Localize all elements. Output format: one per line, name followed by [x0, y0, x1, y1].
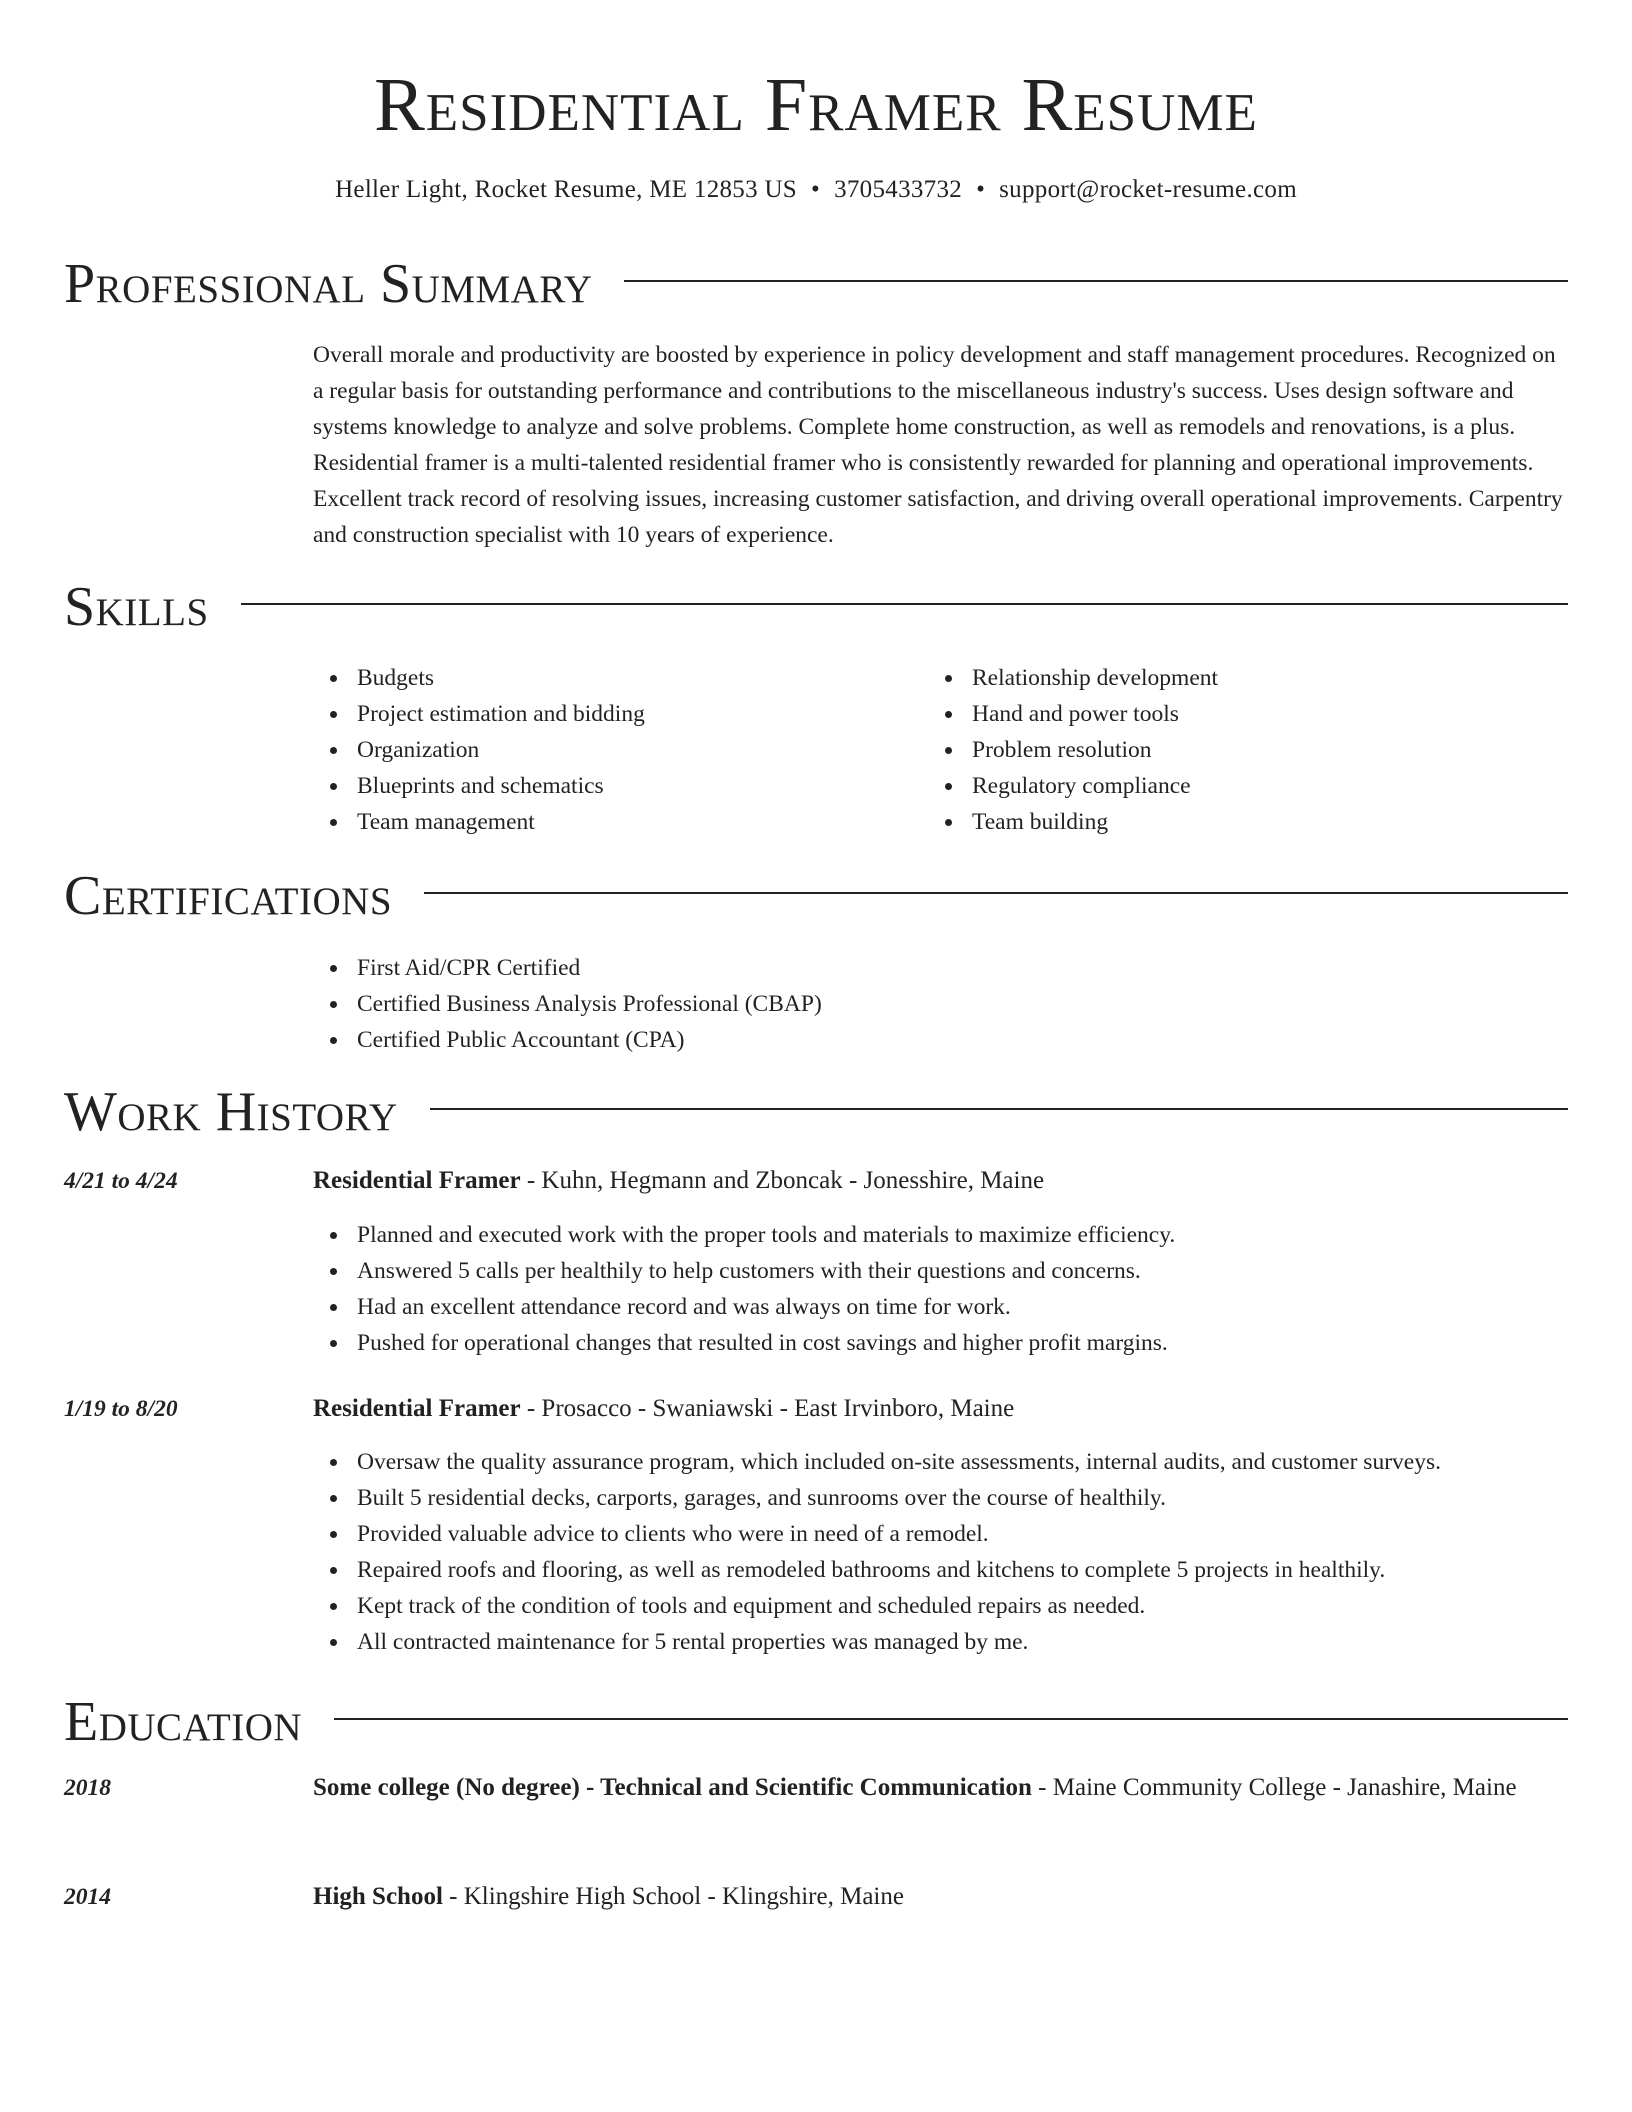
contact-line — [0, 172, 1632, 208]
skill-item: Team building — [928, 804, 1218, 840]
section-divider — [430, 1108, 1568, 1110]
section-header-education — [64, 1690, 1568, 1754]
education-school: - Maine Community College - Janashire, Maine — [1031, 1774, 1517, 1801]
skills-list-left — [313, 660, 645, 840]
job-bullet: All contracted maintenance for 5 rental properties was managed by me. — [313, 1624, 1441, 1660]
contact-separator: • — [811, 176, 821, 203]
section-title-certifications: Certifications — [64, 865, 393, 927]
skill-item: Hand and power tools — [928, 696, 1218, 732]
skill-item: Blueprints and schematics — [313, 768, 645, 804]
job-bullet: Had an excellent attendance record and was always on time for work. — [313, 1289, 1175, 1325]
skills-list-right — [928, 660, 1218, 840]
contact-address: Heller Light, Rocket Resume, ME 12853 US — [335, 176, 798, 203]
resume-title: Residential Framer Resume — [374, 63, 1258, 147]
section-header-certifications — [64, 864, 1568, 928]
job-bullet: Built 5 residential decks, carports, garages, and sunrooms over the course of healthily. — [313, 1480, 1441, 1516]
job-bullet: Repaired roofs and flooring, as well as remodeled bathrooms and kitchens to complete 5 projects in healthily. — [313, 1552, 1441, 1588]
education-degree: High School — [313, 1883, 443, 1910]
section-title-skills: Skills — [64, 576, 209, 638]
skill-item: Team management — [313, 804, 645, 840]
skill-item: Project estimation and bidding — [313, 696, 645, 732]
section-title-work-history: Work History — [64, 1081, 398, 1143]
job-employer: - Kuhn, Hegmann and Zboncak - Jonesshire, Maine — [520, 1167, 1045, 1194]
skill-item: Regulatory compliance — [928, 768, 1218, 804]
skill-item: Budgets — [313, 660, 645, 696]
education-entry — [313, 1877, 1568, 1917]
job-bullets — [313, 1217, 1175, 1361]
section-header-skills — [64, 575, 1568, 639]
job-dates: 4/21 to 4/24 — [64, 1168, 178, 1194]
skill-item: Relationship development — [928, 660, 1218, 696]
section-divider — [624, 280, 1568, 282]
job-employer: - Prosacco - Swaniawski - East Irvinboro, Maine — [520, 1395, 1015, 1422]
job-bullet: Kept track of the condition of tools and equipment and scheduled repairs as needed. — [313, 1588, 1441, 1624]
education-degree: Some college (No degree) - Technical and Scientific Communication — [313, 1774, 1032, 1801]
certification-item: Certified Public Accountant (CPA) — [313, 1022, 822, 1058]
summary-text: Overall morale and productivity are boosted by experience in policy development and staff management procedures. Recognized on a regular basis for outstanding performance and contributions to the miscellaneous industry's success. Uses design software and systems knowledge to analyze and solve problems. Complete home construction, as well as remodels and renovations, is a plus. Residential framer is a multi-talented residential framer who is consistently rewarded for planning and operational improvements. Excellent track record of resolving issues, increasing customer satisfaction, and driving overall operational improvements. Carpentry and construction specialist with 10 years of experience. — [313, 342, 1563, 548]
education-entry — [313, 1768, 1568, 1808]
contact-phone: 3705433732 — [834, 176, 963, 203]
section-title-education: Education — [64, 1691, 303, 1753]
job-bullets — [313, 1444, 1441, 1660]
certification-item: Certified Business Analysis Professional (CBAP) — [313, 986, 822, 1022]
certifications-list — [313, 950, 822, 1058]
job-bullet: Pushed for operational changes that resulted in cost savings and higher profit margins. — [313, 1325, 1175, 1361]
section-divider — [424, 892, 1568, 894]
education-school: - Klingshire High School - Klingshire, Maine — [442, 1883, 904, 1910]
education-year: 2018 — [64, 1775, 111, 1801]
job-title: Residential Framer — [313, 1167, 521, 1194]
job-bullet: Answered 5 calls per healthily to help customers with their questions and concerns. — [313, 1253, 1175, 1289]
section-header-summary — [64, 252, 1568, 316]
contact-separator: • — [976, 176, 986, 203]
section-divider — [334, 1718, 1568, 1720]
job-title: Residential Framer — [313, 1395, 521, 1422]
job-heading — [313, 1161, 1568, 1201]
job-bullet: Provided valuable advice to clients who were in need of a remodel. — [313, 1516, 1441, 1552]
section-title-summary: Professional Summary — [64, 253, 593, 315]
certification-item: First Aid/CPR Certified — [313, 950, 822, 986]
section-divider — [241, 603, 1568, 605]
contact-email: support@rocket-resume.com — [999, 176, 1297, 203]
job-heading — [313, 1389, 1568, 1429]
skill-item: Organization — [313, 732, 645, 768]
job-bullet: Planned and executed work with the proper tools and materials to maximize efficiency. — [313, 1217, 1175, 1253]
education-year: 2014 — [64, 1884, 111, 1910]
job-bullet: Oversaw the quality assurance program, which included on-site assessments, internal audits, and customer surveys. — [313, 1444, 1441, 1480]
skill-item: Problem resolution — [928, 732, 1218, 768]
section-header-work-history — [64, 1080, 1568, 1144]
job-dates: 1/19 to 8/20 — [64, 1396, 178, 1422]
